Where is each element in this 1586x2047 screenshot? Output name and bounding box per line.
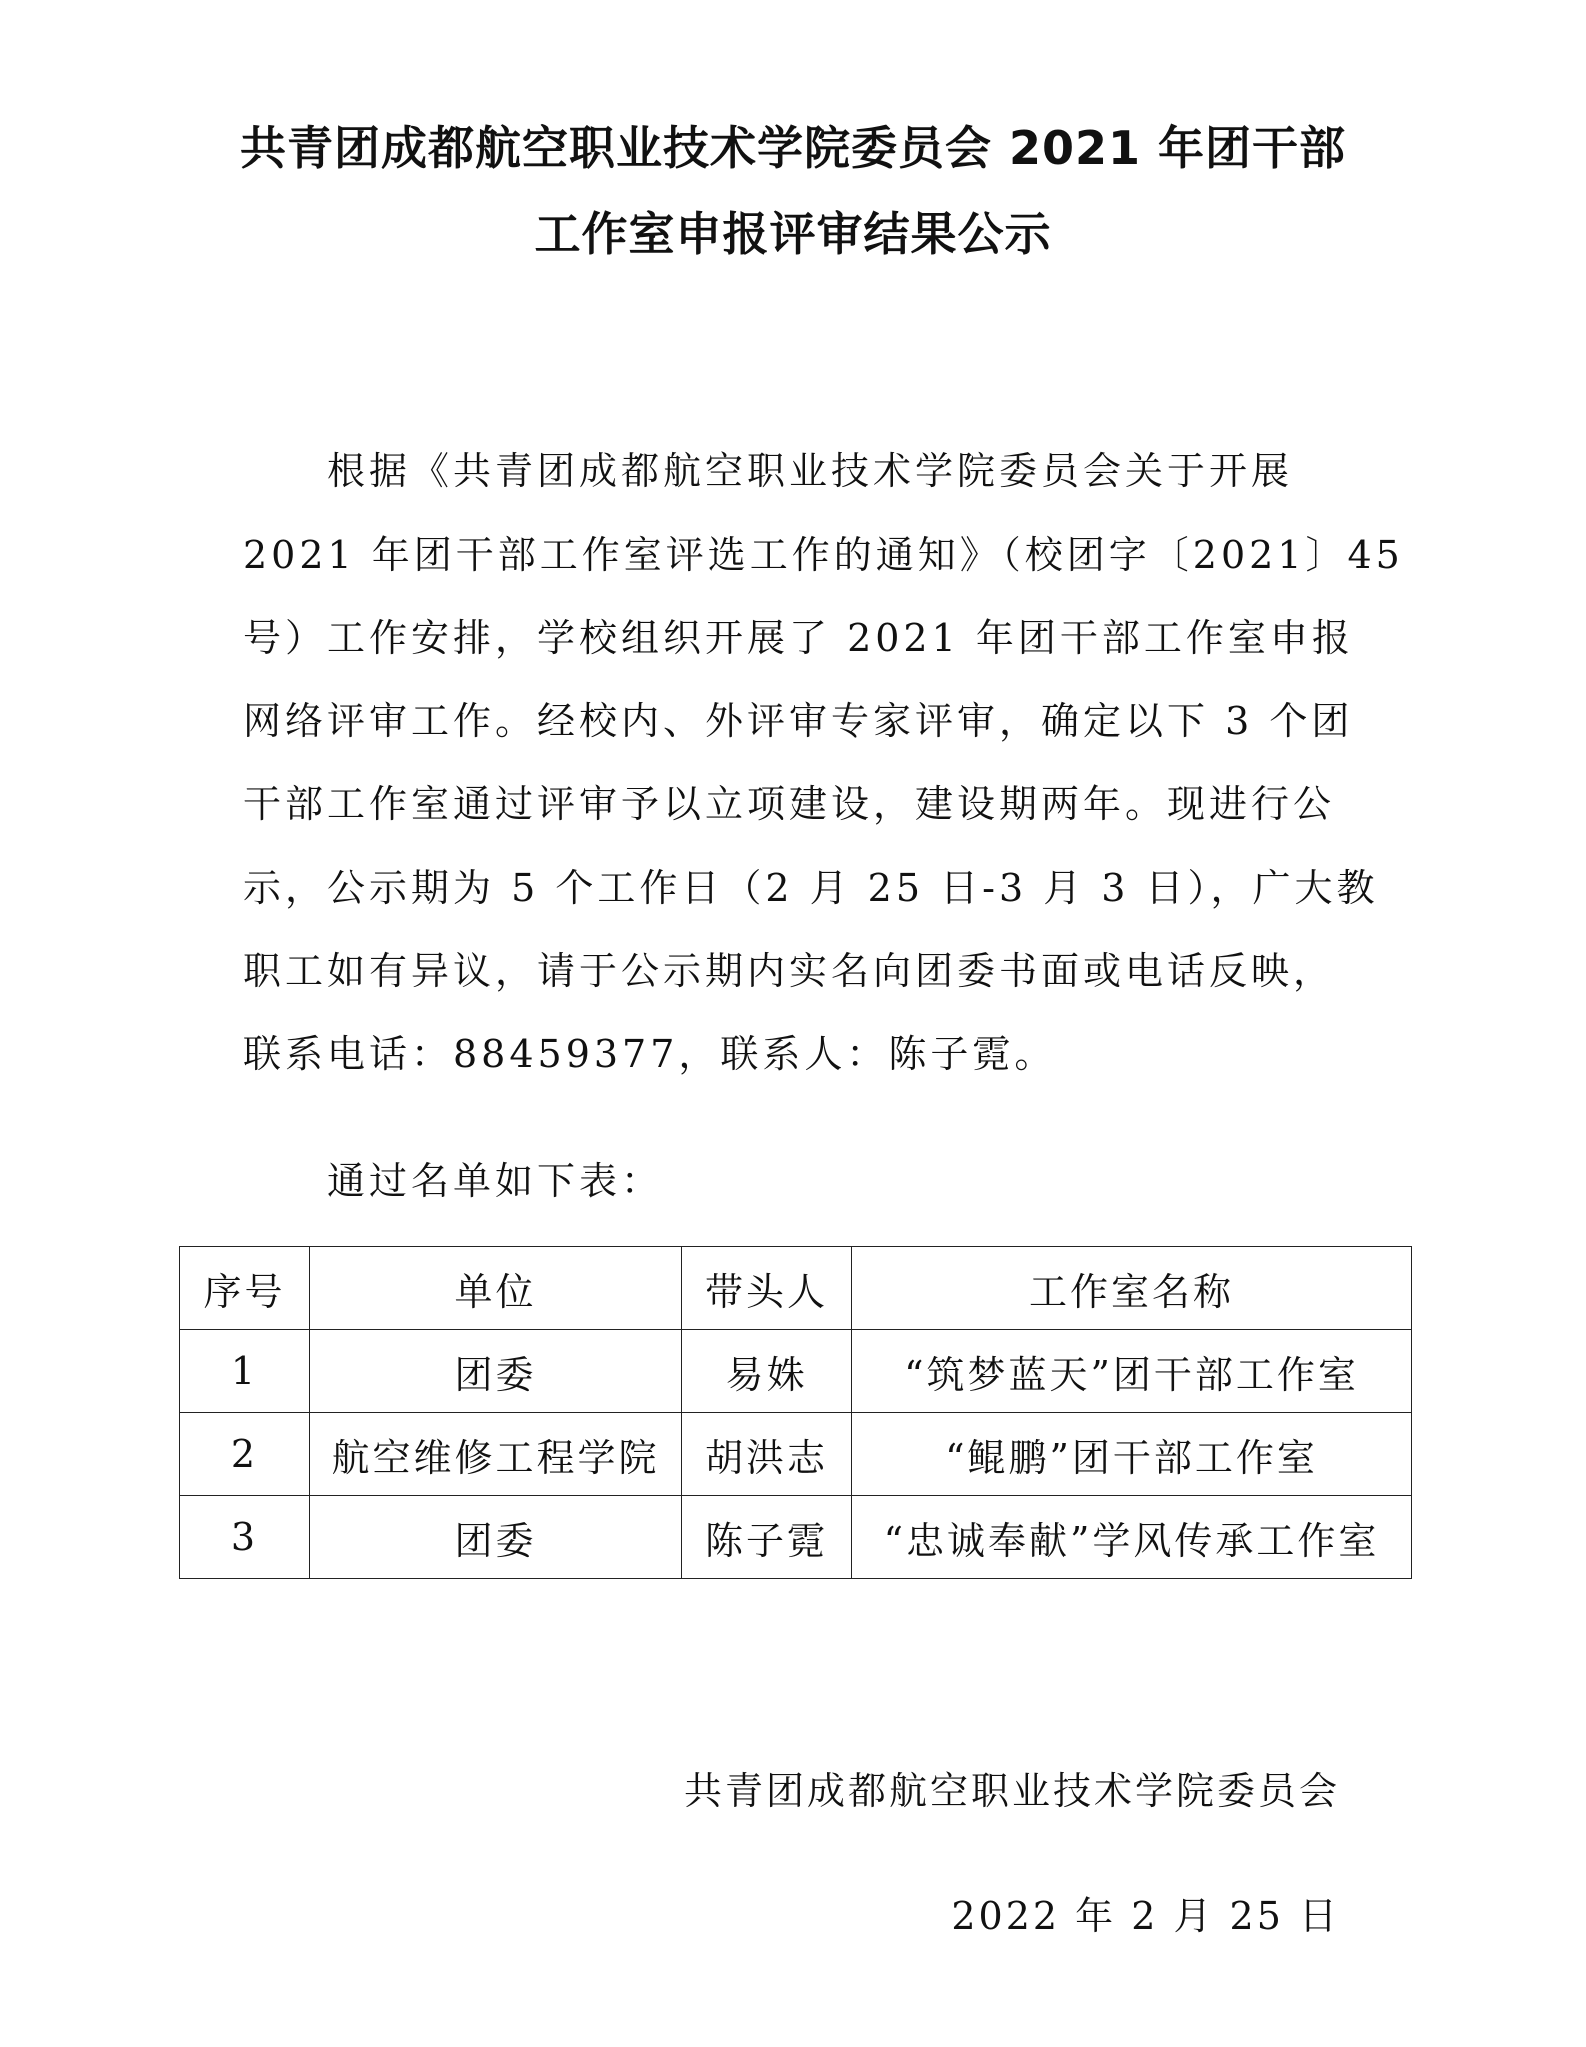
header-studio-name: 工作室名称 [852,1247,1412,1330]
cell-index: 2 [180,1413,310,1496]
cell-index: 3 [180,1496,310,1579]
document-title-line-1: 共青团成都航空职业技术学院委员会 2021 年团干部 [239,121,1347,175]
cell-leader: 胡洪志 [682,1413,852,1496]
body-line-8: 联系电话：88459377，联系人：陈子霓。 [243,1032,1057,1076]
body-line-5: 干部工作室通过评审予以立项建设，建设期两年。现进行公 [243,782,1336,826]
table-row [180,1413,1412,1496]
header-index: 序号 [180,1247,310,1330]
cell-studio-name: “忠诚奉献”学风传承工作室 [852,1496,1412,1579]
cell-leader: 易姝 [682,1330,852,1413]
cell-leader: 陈子霓 [682,1496,852,1579]
header-unit: 单位 [310,1247,682,1330]
table-header-row [180,1247,1412,1330]
body-line-4: 网络评审工作。经校内、外评审专家评审，确定以下 3 个团 [243,699,1354,743]
cell-studio-name: “筑梦蓝天”团干部工作室 [852,1330,1412,1413]
approved-list-table [179,1246,1412,1579]
body-line-1: 根据《共青团成都航空职业技术学院委员会关于开展 [327,449,1294,493]
signature-organization: 共青团成都航空职业技术学院委员会 [683,1769,1340,1813]
cell-studio-name: “鲲鹏”团干部工作室 [852,1413,1412,1496]
table-row [180,1330,1412,1413]
body-line-6: 示，公示期为 5 个工作日（2 月 25 日-3 月 3 日），广大教 [243,866,1379,910]
cell-unit: 团委 [310,1330,682,1413]
table-intro: 通过名单如下表： [327,1159,664,1203]
table-row [180,1496,1412,1579]
body-line-2: 2021 年团干部工作室评选工作的通知》（校团字〔2021〕45 [243,533,1404,577]
body-line-3: 号）工作安排，学校组织开展了 2021 年团干部工作室申报 [243,616,1354,660]
header-leader: 带头人 [682,1247,852,1330]
document-title-line-2: 工作室申报评审结果公示 [534,207,1052,261]
cell-unit: 团委 [310,1496,682,1579]
body-line-7: 职工如有异议，请于公示期内实名向团委书面或电话反映， [243,949,1336,993]
cell-unit: 航空维修工程学院 [310,1413,682,1496]
signature-date: 2022 年 2 月 25 日 [951,1894,1340,1938]
cell-index: 1 [180,1330,310,1413]
